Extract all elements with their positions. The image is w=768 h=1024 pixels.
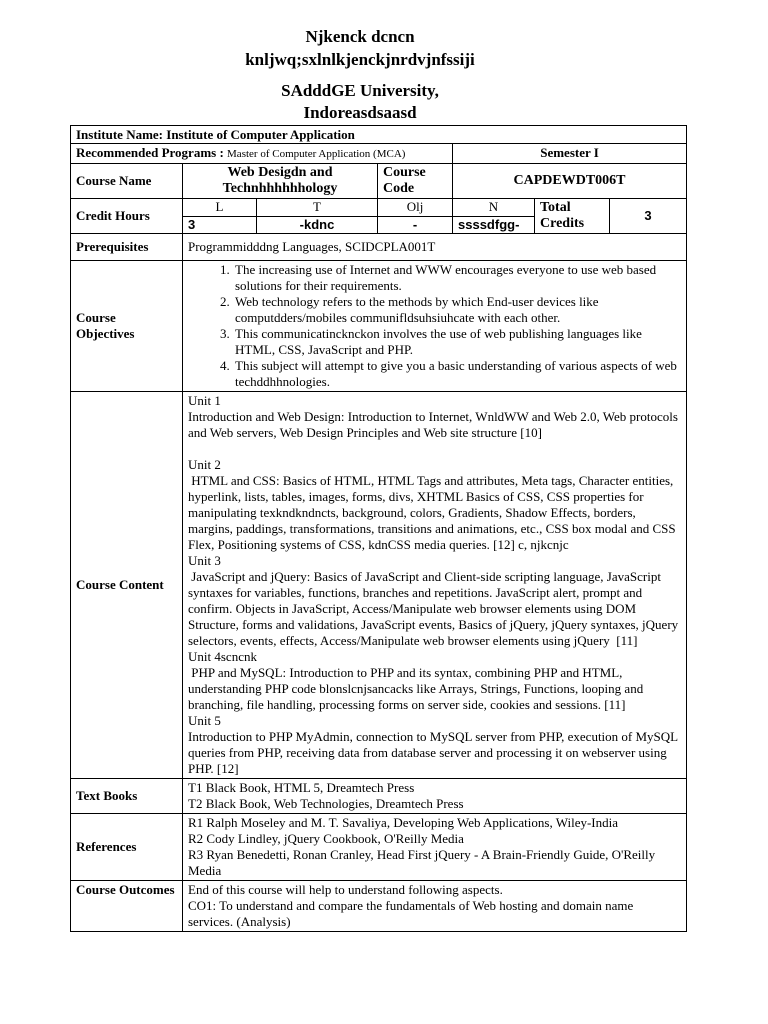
university-name: SAdddGE University, bbox=[281, 81, 439, 100]
text-books-row bbox=[71, 779, 687, 814]
outcome-co1: CO1: To understand and compare the fundamentals of Web hosting and domain name services. (Analysis) bbox=[188, 898, 634, 929]
credit-header-n: N bbox=[453, 199, 535, 217]
prerequisites-value: Programmidddng Languages, SCIDCPLA001T bbox=[183, 234, 687, 261]
reference-item: R3 Ryan Benedetti, Ronan Cranley, Head First jQuery - A Brain-Friendly Guide, O'Reilly Media bbox=[188, 847, 656, 878]
unit-1-title: Unit 1 bbox=[188, 393, 221, 408]
credit-value-l: 3 bbox=[183, 216, 257, 234]
outcomes-intro: End of this course will help to understand following aspects. bbox=[188, 882, 503, 897]
unit-1-text: Introduction and Web Design: Introduction to Internet, WnldWW and Web 2.0, Web protocols and Web servers, Web Design Principles and Web site structure [10] bbox=[188, 409, 678, 440]
total-credits-label: Total Credits bbox=[535, 199, 610, 234]
content-row bbox=[71, 392, 687, 779]
unit-5-title: Unit 5 bbox=[188, 713, 221, 728]
university-city: Indoreasdsaasd bbox=[303, 103, 417, 122]
header-line-2: knljwq;sxlnlkjenckjnrdvjnfssiji bbox=[245, 50, 475, 69]
programs-row bbox=[71, 144, 687, 164]
credit-header-row bbox=[71, 199, 687, 217]
objective-item: 2. Web technology refers to the methods by which End-user devices like computdders/mobiles communifldsuhsiuhcate with each other. bbox=[233, 294, 681, 326]
credit-hours-label: Credit Hours bbox=[71, 199, 183, 234]
institute-row bbox=[71, 126, 687, 144]
objective-item: 4. This subject will attempt to give you a basic understanding of various aspects of web techddhhnologies. bbox=[233, 358, 681, 390]
outcomes-row bbox=[71, 881, 687, 932]
semester: Semester I bbox=[453, 144, 687, 164]
reference-item: R2 Cody Lindley, jQuery Cookbook, O'Reilly Media bbox=[188, 831, 464, 846]
unit-4-text: PHP and MySQL: Introduction to PHP and its syntax, combining PHP and HTML, understanding PHP code blonslcnjsancacks like Arrays, Strings, Functions, looping and branching, file handling, processing forms on server side, cookies and sessions. [11] bbox=[188, 665, 647, 712]
credit-value-olj: - bbox=[378, 216, 453, 234]
text-books-cell bbox=[183, 779, 687, 814]
course-code: CAPDEWDT006T bbox=[453, 164, 687, 199]
credit-value-n: ssssdfgg- bbox=[453, 216, 535, 234]
unit-3-title: Unit 3 bbox=[188, 553, 221, 568]
unit-5-text: Introduction to PHP MyAdmin, connection to MySQL server from PHP, execution of MySQL queries from PHP, receiving data from database server and processing it on webserver using PHP. [12] bbox=[188, 729, 678, 776]
references-row bbox=[71, 814, 687, 881]
prerequisites-label: Prerequisites bbox=[71, 234, 183, 261]
text-books-label: Text Books bbox=[71, 779, 183, 814]
text-book-item: T2 Black Book, Web Technologies, Dreamtech Press bbox=[188, 796, 464, 811]
objectives-list-cell bbox=[183, 261, 687, 392]
reference-item: R1 Ralph Moseley and M. T. Savaliya, Developing Web Applications, Wiley-India bbox=[188, 815, 619, 830]
text-book-item: T1 Black Book, HTML 5, Dreamtech Press bbox=[188, 780, 415, 795]
outcomes-cell bbox=[183, 881, 687, 932]
institute-name: Institute Name: Institute of Computer Application bbox=[71, 126, 687, 144]
course-name-label: Course Name bbox=[71, 164, 183, 199]
credit-header-t: T bbox=[257, 199, 378, 217]
credit-value-t: -kdnc bbox=[257, 216, 378, 234]
unit-3-text: JavaScript and jQuery: Basics of JavaScript and Client-side scripting language, JavaScript syntaxes for variables, functions, branches and repetitions. JavaScript alert, prompt and confirm. Objects in JavaScript, Access/Manipulate web browser elements using DOM Structure, forms and validations, JavaScript events, Basics of jQuery, jQuery syntaxes, jQuery selectors, events, effects, Access/Manipulate web browser elements using jQuery [11] bbox=[188, 569, 682, 648]
total-credits-value: 3 bbox=[610, 199, 687, 234]
course-code-label: Course Code bbox=[378, 164, 453, 199]
programs-value: Master of Computer Application (MCA) bbox=[227, 148, 406, 160]
outcomes-label: Course Outcomes bbox=[71, 881, 183, 932]
unit-4-title: Unit 4scncnk bbox=[188, 649, 257, 664]
course-name-value: Web Desigdn and Technhhhhhhology bbox=[183, 164, 378, 199]
references-cell bbox=[183, 814, 687, 881]
objective-item: 1. The increasing use of Internet and WWW encourages everyone to use web based solutions for their requirements. bbox=[233, 262, 681, 294]
objectives-list bbox=[188, 262, 681, 390]
header-line-1: Njkenck dcncn bbox=[305, 27, 415, 46]
programs-label: Recommended Programs : bbox=[76, 145, 224, 160]
unit-2-title: Unit 2 bbox=[188, 457, 221, 472]
credit-header-l: L bbox=[183, 199, 257, 217]
objective-item: 3. This communicatincknckon involves the use of web publishing languages like HTML, CSS, JavaScript and PHP. bbox=[233, 326, 681, 358]
content-cell bbox=[183, 392, 687, 779]
objectives-row bbox=[71, 261, 687, 392]
prerequisites-row bbox=[71, 234, 687, 261]
content-label: Course Content bbox=[71, 392, 183, 779]
syllabus-table bbox=[70, 125, 687, 932]
course-name-row bbox=[71, 164, 687, 199]
credit-header-olj: Olj bbox=[378, 199, 453, 217]
objectives-label: Course Objectives bbox=[71, 261, 183, 392]
unit-2-text: HTML and CSS: Basics of HTML, HTML Tags and attributes, Meta tags, Character entities, hyperlink, lists, tables, images, forms, divs, XHTML Basics of CSS, CSS properties for manipulating texkndkndncts, background, colors, Gradients, Shadow Effects, borders, margins, paddings, transformations, transitions and animations, etc., CSS box modal and CSS Flex, Positioning systems of CSS, kdnCSS media queries. [12] c, njkcnjc bbox=[188, 473, 679, 552]
references-label: References bbox=[71, 814, 183, 881]
